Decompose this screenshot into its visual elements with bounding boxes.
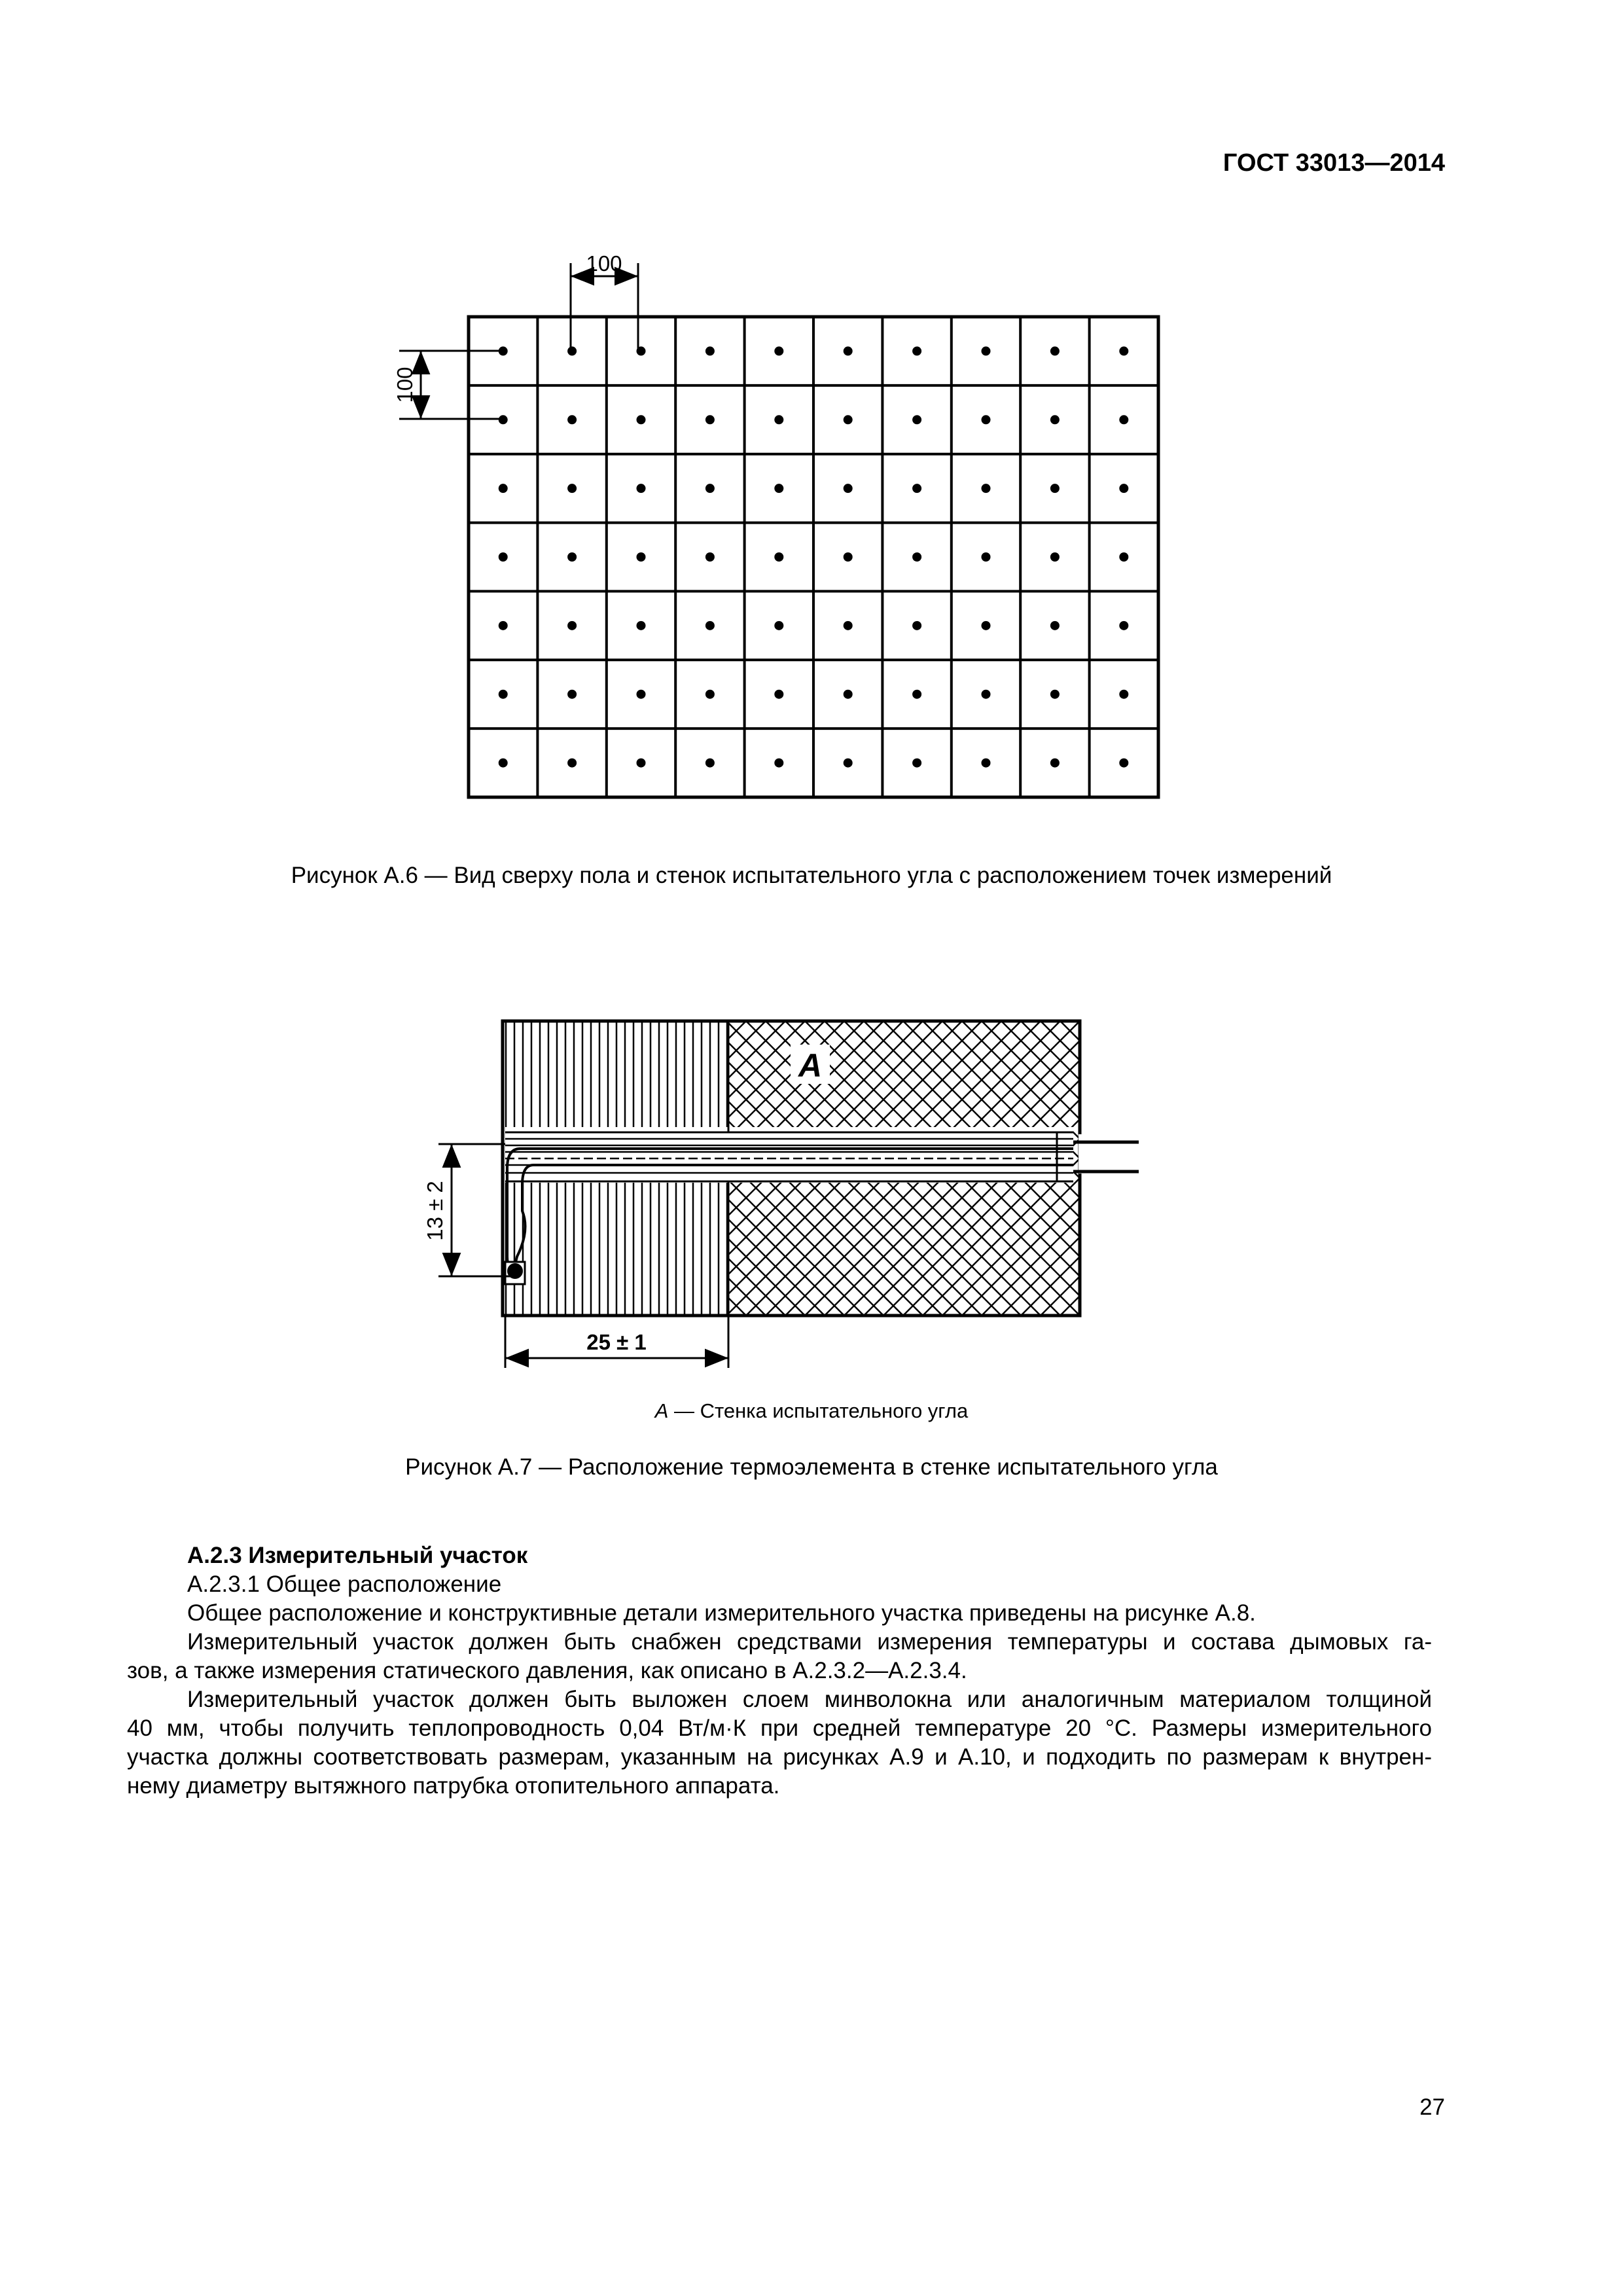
measurement-point (567, 484, 577, 493)
dimension-25 (505, 1317, 728, 1368)
measurement-point (912, 346, 921, 355)
measurement-point (1050, 621, 1060, 630)
measurement-point (774, 484, 783, 493)
measurement-point (912, 690, 921, 699)
measurement-point (705, 415, 715, 424)
figure-a7-caption: Рисунок А.7 — Расположение термоэлемента в стенке испытательного угла (405, 1454, 1218, 1480)
measurement-point (1050, 552, 1060, 562)
measurement-point (774, 759, 783, 768)
measurement-point (844, 759, 853, 768)
body-line-6: участка должны соответствовать размерам, указанным на рисунках А.9 и А.10, и подходить по размерам к внутрен- (127, 1744, 1432, 1770)
measurement-point (637, 690, 646, 699)
measurement-point (705, 484, 715, 493)
measurement-point (774, 621, 783, 630)
measurement-point (567, 552, 577, 562)
measurement-point (774, 690, 783, 699)
measurement-point (1050, 690, 1060, 699)
measurement-point (567, 621, 577, 630)
figure-a7 (0, 982, 1623, 1388)
measurement-point (705, 552, 715, 562)
measurement-point (774, 415, 783, 424)
figure-a7-legend (0, 1399, 1623, 1423)
measurement-point (1119, 621, 1128, 630)
measurement-point (982, 346, 991, 355)
measurement-point (499, 759, 508, 768)
body-line-4: Измерительный участок должен быть выложен слоем минволокна или аналогичным материалом толщиной (187, 1687, 1432, 1712)
measurement-point (1119, 346, 1128, 355)
measurement-point (912, 415, 921, 424)
dimension-vertical-label: 100 (393, 367, 417, 403)
measurement-point (705, 621, 715, 630)
measurement-point (1119, 759, 1128, 768)
measurement-point (982, 690, 991, 699)
measurement-point (567, 759, 577, 768)
document-code: ГОСТ 33013—2014 (1222, 149, 1445, 177)
measurement-point (844, 621, 853, 630)
measurement-point (982, 759, 991, 768)
measurement-point (499, 552, 508, 562)
legend-key: А (654, 1399, 669, 1422)
measurement-point (982, 621, 991, 630)
wall-label-a: А (798, 1047, 823, 1084)
measurement-point (1050, 415, 1060, 424)
measurement-point (912, 552, 921, 562)
measurement-point (844, 415, 853, 424)
figure-a6 (0, 0, 1623, 851)
measurement-point (705, 759, 715, 768)
measurement-point (637, 759, 646, 768)
measurement-point (982, 415, 991, 424)
measurement-point (705, 346, 715, 355)
dimension-horizontal (571, 251, 638, 349)
measurement-point (637, 621, 646, 630)
measurement-point (567, 690, 577, 699)
measurement-point (844, 484, 853, 493)
body-line-5: 40 мм, чтобы получить теплопроводность 0,04 Вт/м·К при средней температуре 20 °C. Размеры измерительного (127, 1715, 1432, 1741)
measurement-point (499, 690, 508, 699)
legend-text: — Стенка испытательного угла (668, 1399, 969, 1422)
section-a-2-3 (127, 1541, 1432, 1801)
body-line-7: нему диаметру вытяжного патрубка отопительного аппарата. (127, 1773, 780, 1799)
measurement-point (499, 484, 508, 493)
measurement-point (1050, 759, 1060, 768)
measurement-point (844, 552, 853, 562)
measurement-point (1050, 484, 1060, 493)
measurement-point (567, 346, 577, 355)
measurement-point (1119, 552, 1128, 562)
measurement-point (1119, 484, 1128, 493)
dimension-13 (423, 1144, 514, 1276)
measurement-point (912, 759, 921, 768)
measurement-point (982, 552, 991, 562)
measurement-point (499, 621, 508, 630)
measurement-point (567, 415, 577, 424)
measurement-point (774, 552, 783, 562)
measurement-point (637, 552, 646, 562)
body-line-1: Общее расположение и конструктивные детали измерительного участка приведены на рисунке А.8. (187, 1600, 1256, 1626)
dimension-25-label: 25 ± 1 (586, 1330, 647, 1354)
section-heading: А.2.3 Измерительный участок (187, 1543, 528, 1568)
measurement-point (844, 690, 853, 699)
body-line-3: зов, а также измерения статического давления, как описано в А.2.3.2—А.2.3.4. (127, 1658, 967, 1683)
measurement-point (1119, 690, 1128, 699)
measurement-point (1119, 415, 1128, 424)
measurement-point (982, 484, 991, 493)
page-number: 27 (1419, 2094, 1445, 2120)
measurement-point (637, 415, 646, 424)
dimension-13-label: 13 ± 2 (423, 1181, 447, 1241)
measurement-point (637, 484, 646, 493)
dimension-horizontal-label: 100 (586, 251, 622, 276)
measurement-point (912, 621, 921, 630)
measurement-point (912, 484, 921, 493)
measurement-point (1050, 346, 1060, 355)
measurement-point (774, 346, 783, 355)
measurement-point (844, 346, 853, 355)
section-subheading: А.2.3.1 Общее расположение (187, 1571, 502, 1597)
figure-a6-caption: Рисунок А.6 — Вид сверху пола и стенок испытательного угла с расположением точек измерений (291, 863, 1332, 888)
body-line-2: Измерительный участок должен быть снабжен средствами измерения температуры и состава дымовых га- (187, 1629, 1432, 1655)
measurement-point (705, 690, 715, 699)
